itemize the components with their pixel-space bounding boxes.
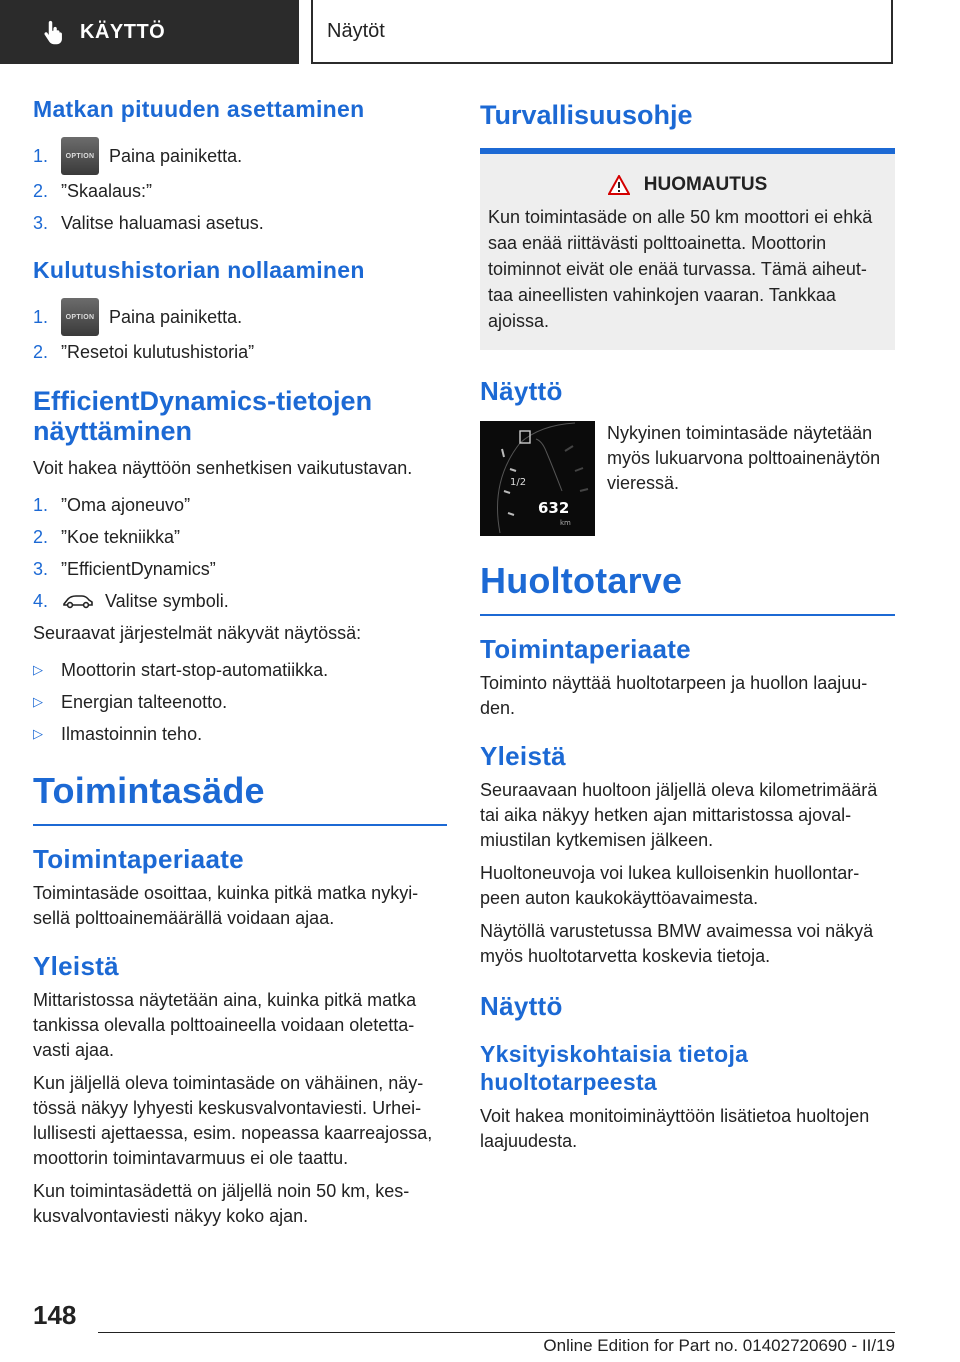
yleista-paragraph: Mittaristossa näytetään aina, kuinka pitkä matka tankissa olevalla polttoaineella voidaan oletetta-vasti ajaa. [33,990,417,1060]
step-number: 1. [33,145,49,166]
left-column [33,96,447,1237]
naytto-text: Nykyinen toimintasäde näytetään myös lukuarvona polttoainenäytön vieressä. [607,423,881,493]
efficient-bullets [33,654,447,750]
step-text: Valitse haluamasi asetus. [61,212,264,233]
fuel-gauge-graphic [480,421,595,536]
step-number: 4. [33,590,49,611]
step-text: ”Skaalaus:” [61,180,153,201]
warning-triangle-icon [608,175,630,195]
notice-title-text: HUOMAUTUS [643,174,768,195]
step-number: 2. [33,341,49,362]
yleista-paragraph: Kun toimintasädettä on jäljellä noin 50 km, kes-kusvalvontaviesti näkyy koko ajan. [33,1181,410,1226]
huoltotarve-title: Huoltotarve [480,560,683,601]
yleista-heading: Yleistä [33,951,119,981]
step-text: ”Koe tekniikka” [61,526,181,547]
step-text: Paina painiketta. [109,145,243,166]
header-chapter-tab [311,0,893,64]
title-rule [33,824,447,826]
gauge-half-label: 1/2 [510,477,527,488]
huolto-yleista-heading: Yleistä [480,741,566,771]
notice-text: Kun toimintasäde on alle 50 km moottori ei ehkä saa enää riittävästi polttoainetta. Moottorin toiminnot eivät ole enää turvassa. Tämä aiheut-taa aineellisten vahinkojen vaaran. Tankkaa ajoissa. [488,207,873,331]
turva-heading: Turvallisuusohje [480,100,693,130]
bullet-triangle-icon: ▷ [33,662,43,677]
step-text: Valitse symboli. [105,590,229,611]
huolto-yleista-paragraph: Huoltoneuvoja voi lukea kulloisenkin huollontar-peen auton kaukokäyttöavaimesta. [480,863,860,908]
efficient-intro: Voit hakea näyttöön senhetkisen vaikutustavan. [33,458,413,478]
efficient-after: Seuraavat järjestelmät näkyvät näytössä: [33,623,362,643]
list-item [33,489,447,521]
list-item [33,207,447,239]
edition-footer: Online Edition for Part no. 01402720690 - II/19 [543,1336,895,1355]
bullet-text: Energian talteenotto. [61,691,228,712]
gauge-range-value: 632 [538,499,570,517]
bullet-triangle-icon: ▷ [33,694,43,709]
huolto-yleista-paragraph: Seuraavaan huoltoon jäljellä oleva kilometrimäärä tai aika näkyy hetken ajan mittaristossa ajoval-miustilan kytkemisen jälkeen. [480,780,878,850]
hand-pointer-icon [40,18,68,46]
step-number: 1. [33,494,49,515]
bullet-text: Ilmastoinnin teho. [61,723,203,744]
bullet-triangle-icon: ▷ [33,726,43,741]
step-number: 2. [33,180,49,201]
step-number: 2. [33,526,49,547]
car-symbol-icon [61,591,95,611]
list-item [33,521,447,553]
chapter-label: Näytöt [327,19,385,42]
efficient-steps [33,489,447,617]
naytto-heading: Näyttö [480,376,563,406]
title-rule [480,614,895,616]
step-text: ”Resetoi kulutushistoria” [61,341,255,362]
matkan-heading: Matkan pituuden asettaminen [33,96,365,122]
yleista-paragraph: Kun jäljellä oleva toimintasäde on vähäinen, näy-tössä näkyy lyhyesti keskusvalvontaviesti. Urhei-lullisesti ajettaessa, esim. nopeassa kaarreajossa, moottorin toimintavarmuus ei ole taattu. [33,1073,433,1168]
fuel-gauge-image [480,421,595,536]
list-item [33,718,447,750]
step-text: ”EfficientDynamics” [61,558,216,579]
huolto-yleista-paragraph: Näytöllä varustetussa BMW avaimessa voi näkyä myös huoltotarvetta koskevia tietoja. [480,921,874,966]
yksityiskohtaisia-text: Voit hakea monitoiminäyttöön lisätietoa huoltojen laajuudesta. [480,1106,870,1151]
step-text: ”Oma ajoneuvo” [61,494,191,515]
warning-notice [480,148,895,350]
list-item [33,654,447,686]
yksityiskohtaisia-heading: Yksityiskohtaisia tietoja huoltotarpeesta [480,1041,749,1095]
option-button-icon: OPTION [61,137,99,175]
list-item [33,298,447,336]
list-item [33,686,447,718]
bullet-text: Moottorin start-stop-automatiikka. [61,659,329,680]
kulutus-heading: Kulutushistorian nollaaminen [33,257,365,283]
gauge-unit-label: km [560,519,571,527]
step-number: 3. [33,212,49,233]
list-item [33,585,447,617]
huolto-periaate-heading: Toimintaperiaate [480,634,691,664]
right-column [480,100,895,1162]
toiminta-periaate-text: Toimintasäde osoittaa, kuinka pitkä matka nykyi-sellä polttoainemäärällä voidaan ajaa. [33,883,419,928]
section-label: KÄYTTÖ [80,20,166,43]
list-item [33,137,447,175]
matkan-steps [33,137,447,239]
toiminta-periaate-heading: Toimintaperiaate [33,844,244,874]
huolto-periaate-text: Toiminto näyttää huoltotarpeen ja huollon laajuu-den. [480,673,868,718]
huolto-naytto-heading: Näyttö [480,991,563,1021]
step-number: 3. [33,558,49,579]
naytto-row [480,421,895,536]
list-item [33,553,447,585]
step-text: Paina painiketta. [109,306,243,327]
page-number: 148 [33,1300,77,1330]
toimintasade-title: Toimintasäde [33,770,265,811]
step-number: 1. [33,306,49,327]
list-item [33,336,447,368]
footer-rule [98,1332,895,1333]
list-item [33,175,447,207]
kulutus-steps [33,298,447,368]
option-button-icon: OPTION [61,298,99,336]
header-section-tab [0,0,299,64]
efficient-heading: EfficientDynamics-tietojen näyttäminen [33,386,373,446]
notice-title [488,174,887,196]
